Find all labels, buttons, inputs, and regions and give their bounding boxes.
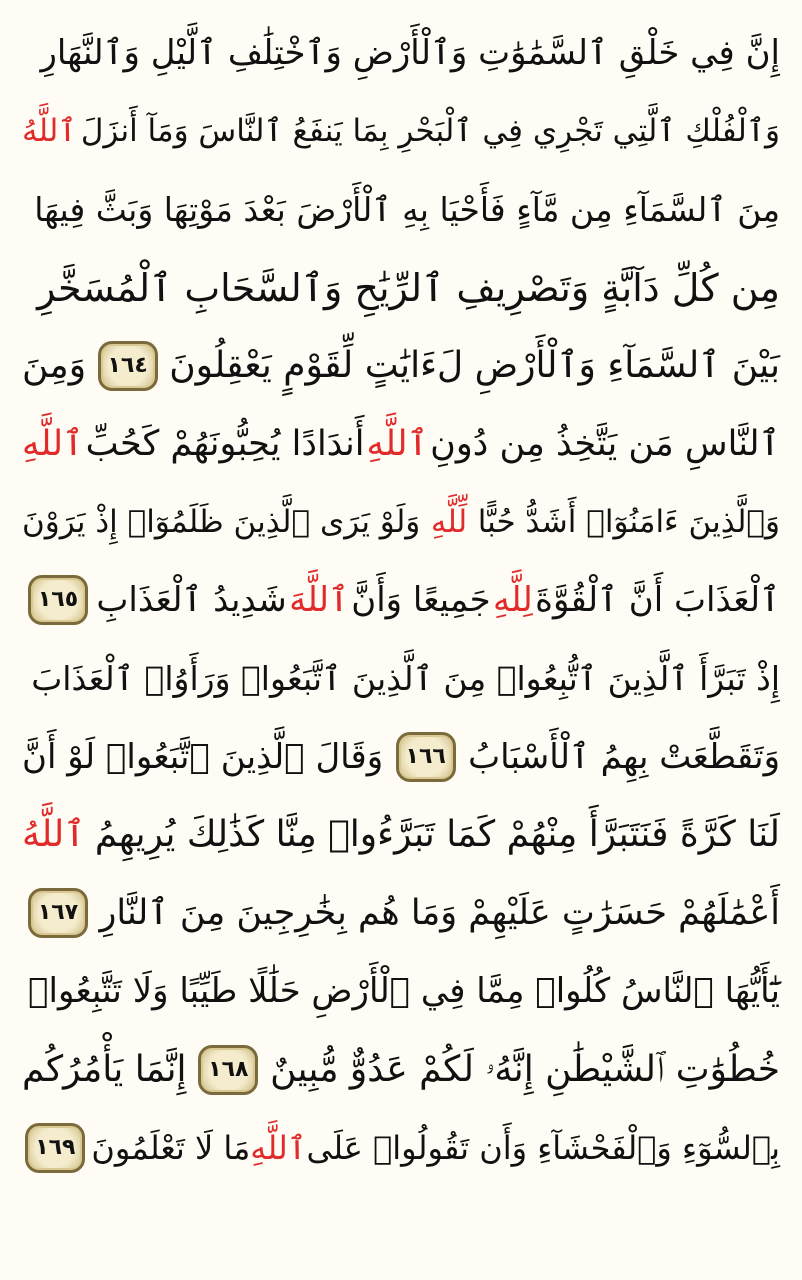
verse-text: وَٱلْفُلْكِ ٱلَّتِي تَجْرِي فِي ٱلْبَحْرِ بِمَا يَنفَعُ ٱلنَّاسَ وَمَآ أَنزَلَ: [80, 112, 780, 149]
ayah-number-marker: ١٦٩: [25, 1123, 85, 1173]
verse-text: لَنَا كَرَّةً فَنَتَبَرَّأَ مِنْهُمْ كَمَا تَبَرَّءُوا۟ مِنَّا كَذَٰلِكَ يُرِيهِمُ: [94, 813, 780, 855]
verse-text: ٱلنَّاسِ مَن يَتَّخِذُ مِن دُونِ: [430, 423, 780, 464]
verse-text: وَٱلَّذِينَ ءَامَنُوٓا۟ أَشَدُّ حُبًّا: [477, 503, 780, 540]
verse-line: [22, 405, 780, 483]
verse-line: [22, 796, 780, 874]
verse-text: جَمِيعًا وَأَنَّ: [351, 580, 491, 621]
verse-text: بِٱلسُّوٓءِ وَٱلْفَحْشَآءِ وَأَن تَقُولُوا۟ عَلَى: [306, 1128, 780, 1167]
verse-line: [22, 170, 780, 248]
text-lines: [22, 14, 780, 1187]
verse-text: خُطُوَٰتِ ٱلشَّيْطَٰنِ إِنَّهُۥ لَكُمْ عَدُوٌّ مُّبِينٌ: [270, 1048, 780, 1090]
verse-text: إِنَّ فِي خَلْقِ ٱلسَّمَٰوَٰتِ وَٱلْأَرْضِ وَٱخْتِلَٰفِ ٱلَّيْلِ وَٱلنَّهَارِ: [40, 33, 780, 74]
verse-line: [22, 640, 780, 718]
verse-text: وَقَالَ ٱلَّذِينَ ٱتَّبَعُوا۟ لَوْ أَنَّ: [22, 736, 384, 777]
ayah-number-marker: ١٦٥: [28, 575, 88, 625]
verse-line: [22, 327, 780, 405]
divine-name-text: لِّلَّهِ: [430, 503, 468, 540]
verse-text: مِنَ ٱلسَّمَآءِ مِن مَّآءٍ فَأَحْيَا بِهِ ٱلْأَرْضَ بَعْدَ مَوْتِهَا وَبَثَّ فِيهَا: [34, 189, 780, 229]
verse-text: أَعْمَٰلَهُمْ حَسَرَٰتٍ عَلَيْهِمْ وَمَا هُم بِخَٰرِجِينَ مِنَ ٱلنَّارِ: [99, 892, 780, 933]
verse-line: [22, 92, 780, 170]
verse-line: [22, 249, 780, 327]
divine-name-text: لِلَّهِ: [492, 580, 533, 621]
verse-line: [22, 561, 780, 639]
verse-line: [22, 1109, 780, 1187]
verse-line: [22, 718, 780, 796]
divine-name-text: ٱللَّهُ: [22, 112, 77, 149]
verse-text: يَٰٓأَيُّهَا ٱلنَّاسُ كُلُوا۟ مِمَّا فِي ٱلْأَرْضِ حَلَٰلًا طَيِّبًا وَلَا تَتَّبِعُوا۟: [28, 971, 780, 1012]
verse-text: إِنَّمَا يَأْمُرُكُم: [22, 1048, 187, 1090]
verse-text: أَندَادًا يُحِبُّونَهُمْ كَحُبِّ: [85, 423, 365, 464]
ayah-number-marker: ١٦٧: [28, 888, 88, 938]
verse-line: [22, 1030, 780, 1108]
verse-text: مَا لَا تَعْلَمُونَ: [91, 1128, 251, 1167]
divine-name-text: ٱللَّهِ: [22, 423, 84, 464]
divine-name-text: ٱللَّهَ: [289, 580, 349, 621]
verse-text: إِذْ تَبَرَّأَ ٱلَّذِينَ ٱتُّبِعُوا۟ مِنَ ٱلَّذِينَ ٱتَّبَعُوا۟ وَرَأَوُا۟ ٱلْعَذَابَ: [31, 659, 780, 699]
verse-text: مِن كُلِّ دَآبَّةٍ وَتَصْرِيفِ ٱلرِّيَٰحِ وَٱلسَّحَابِ ٱلْمُسَخَّرِ: [37, 265, 780, 310]
verse-text: بَيْنَ ٱلسَّمَآءِ وَٱلْأَرْضِ لَءَايَٰتٍ لِّقَوْمٍ يَعْقِلُونَ: [169, 344, 780, 386]
verse-text: وَتَقَطَّعَتْ بِهِمُ ٱلْأَسْبَابُ: [468, 736, 780, 777]
ayah-number-marker: ١٦٦: [396, 732, 456, 782]
divine-name-text: ٱللَّهِ: [366, 423, 429, 464]
divine-name-text: ٱللَّهُ: [22, 813, 86, 855]
verse-line: [22, 952, 780, 1030]
verse-text: شَدِيدُ ٱلْعَذَابِ: [96, 580, 287, 621]
ayah-number-marker: ١٦٤: [98, 341, 158, 391]
verse-text: وَمِنَ: [22, 344, 87, 386]
verse-text: وَلَوْ يَرَى ٱلَّذِينَ ظَلَمُوٓا۟ إِذْ يَرَوْنَ: [22, 503, 421, 540]
divine-name-text: ٱللَّهِ: [250, 1128, 307, 1167]
verse-line: [22, 483, 780, 561]
ayah-number-marker: ١٦٨: [198, 1045, 258, 1095]
verse-line: [22, 14, 780, 92]
verse-text: ٱلْعَذَابَ أَنَّ ٱلْقُوَّةَ: [535, 580, 780, 621]
verse-line: [22, 874, 780, 952]
